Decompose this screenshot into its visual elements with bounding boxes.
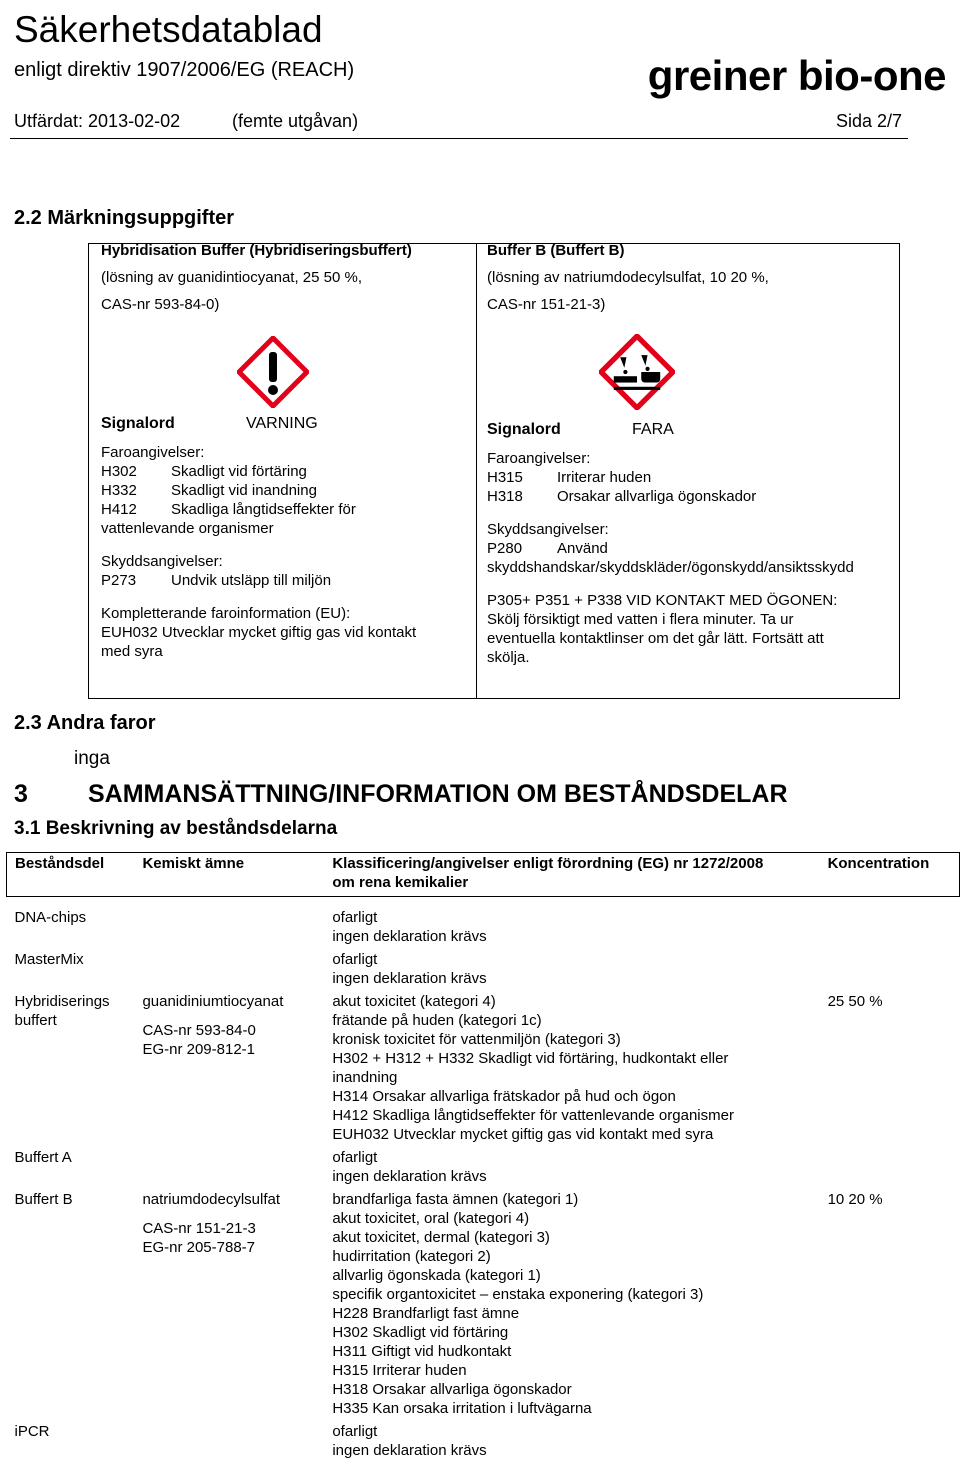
concentration-cell bbox=[820, 946, 960, 988]
table-row bbox=[7, 897, 960, 947]
company-logo: greiner bio-one bbox=[647, 52, 946, 99]
substance-cell: guanidiniumtiocyanat CAS-nr 593-84-0 EG-nr 209-812-1 bbox=[142, 993, 284, 1058]
left-product-cas: CAS-nr 593-84-0) bbox=[101, 296, 220, 313]
labelling-box bbox=[88, 243, 900, 699]
section-number: 3 bbox=[14, 780, 28, 808]
left-product-name: Hybridisation Buffer (Hybridiseringsbuffert) bbox=[101, 242, 412, 259]
signal-word: FARA bbox=[632, 421, 674, 438]
corrosion-icon bbox=[599, 334, 675, 410]
component-cell: Hybridiserings buffert bbox=[14, 993, 110, 1029]
left-signal-row bbox=[101, 414, 471, 433]
p305-statement: skölja. bbox=[487, 649, 530, 666]
right-label-text bbox=[487, 420, 892, 667]
precautionary-statements-title: Skyddsangivelser: bbox=[101, 553, 223, 570]
right-product-header bbox=[487, 237, 769, 318]
hazard-statement: H332 Skadligt vid inandning bbox=[101, 482, 317, 499]
signal-word-label: Signalord bbox=[487, 421, 561, 438]
concentration-cell bbox=[820, 1418, 960, 1460]
hazard-statement: H315 Irriterar huden bbox=[487, 469, 652, 486]
section-3-1-heading: 3.1 Beskrivning av beståndsdelarna bbox=[14, 818, 338, 839]
concentration-cell bbox=[820, 1144, 960, 1186]
precautionary-statements-title: Skyddsangivelser: bbox=[487, 521, 609, 538]
classification-cell: akut toxicitet (kategori 4) frätande på huden (kategori 1c) kronisk toxicitet för vattenmiljön (kategori 3) H302 + H312 + H332 Skadligt vid förtäring, hudkontakt eller inandning H314 Orsakar allvarliga frätskador på hud och ögon H412 Skadliga långtidseffekter för vattenlevande organismer EUH032 Utvecklar mycket giftig gas vid kontakt med syra bbox=[332, 993, 734, 1143]
precautionary-statement: P273 Undvik utsläpp till miljön bbox=[101, 572, 332, 589]
p305-statement: Skölj försiktigt med vatten i flera minuter. Ta ur bbox=[487, 611, 794, 628]
left-product-header bbox=[101, 237, 412, 318]
component-cell: Buffert A bbox=[14, 1149, 72, 1166]
component-cell: DNA-chips bbox=[14, 909, 87, 926]
substance-cell bbox=[134, 946, 324, 988]
header-divider bbox=[10, 138, 908, 139]
right-product-composition: (lösning av natriumdodecylsulfat, 10 20 %, bbox=[487, 269, 769, 286]
hazard-statements-title: Faroangivelser: bbox=[101, 444, 205, 461]
right-signal-row bbox=[487, 420, 892, 439]
table-row bbox=[7, 1418, 960, 1460]
substance-cell bbox=[134, 897, 324, 947]
concentration-cell: 25 50 % bbox=[827, 993, 883, 1010]
concentration-cell bbox=[820, 897, 960, 947]
classification-cell: ofarligt ingen deklaration krävs bbox=[332, 909, 487, 945]
hazard-statement: H318 Orsakar allvarliga ögonskador bbox=[487, 488, 757, 505]
supplemental-info: EUH032 Utvecklar mycket giftig gas vid kontakt bbox=[101, 624, 417, 641]
table-row bbox=[7, 1144, 960, 1186]
concentration-cell: 10 20 % bbox=[827, 1191, 883, 1208]
component-cell: iPCR bbox=[14, 1423, 50, 1440]
issue-date: Utfärdat: 2013-02-02 bbox=[14, 111, 181, 131]
component-cell: MasterMix bbox=[14, 951, 84, 968]
other-hazards-text: inga bbox=[74, 748, 110, 769]
column-header-concentration: Koncentration bbox=[820, 853, 960, 897]
classification-cell: ofarligt ingen deklaration krävs bbox=[332, 951, 487, 987]
table-row bbox=[7, 946, 960, 988]
section-2-3-heading: 2.3 Andra faror bbox=[14, 712, 156, 734]
column-header-substance: Kemiskt ämne bbox=[134, 853, 324, 897]
substance-cell: natriumdodecylsulfat CAS-nr 151-21-3 EG-nr 205-788-7 bbox=[142, 1191, 281, 1256]
p305-statement: P305+ P351 + P338 VID KONTAKT MED ÖGONEN: bbox=[487, 592, 838, 609]
column-header-component: Beståndsdel bbox=[7, 853, 135, 897]
column-divider bbox=[476, 244, 477, 698]
supplemental-info-title: Kompletterande faroinformation (EU): bbox=[101, 605, 351, 622]
hazard-statement-continuation: vattenlevande organismer bbox=[101, 520, 274, 537]
hazard-statement: H412 Skadliga långtidseffekter för bbox=[101, 501, 356, 518]
table-row bbox=[7, 1186, 960, 1418]
p305-statement: eventuella kontaktlinser om det går lätt. Fortsätt att bbox=[487, 630, 824, 647]
right-product-name: Buffer B (Buffert B) bbox=[487, 242, 625, 259]
precautionary-statement: P280 Använd bbox=[487, 540, 608, 557]
classification-cell: ofarligt ingen deklaration krävs bbox=[332, 1423, 487, 1459]
right-product-cas: CAS-nr 151-21-3) bbox=[487, 296, 606, 313]
substance-cell bbox=[134, 1144, 324, 1186]
section-2-2-heading: 2.2 Märkningsuppgifter bbox=[14, 207, 235, 229]
section-title: SAMMANSÄTTNING/INFORMATION OM BESTÅNDSDELAR bbox=[88, 780, 788, 808]
hazard-statement: H302 Skadligt vid förtäring bbox=[101, 463, 307, 480]
document-title: Säkerhetsdatablad bbox=[14, 9, 323, 50]
section-3-heading bbox=[14, 780, 788, 809]
hazard-statements-title: Faroangivelser: bbox=[487, 450, 591, 467]
classification-cell: brandfarliga fasta ämnen (kategori 1) akut toxicitet, oral (kategori 4) akut toxicitet, dermal (kategori 3) hudirritation (kategori 2) allvarlig ögonskada (kategori 1) specifik organtoxicitet – enstaka exponering (kategori 3) H228 Brandfarligt fast ämne H302 Skadligt vid förtäring H311 Giftigt vid hudkontakt H315 Irriterar huden H318 Orsakar allvarliga ögonskador H335 Kan orsaka irritation i luftvägarna bbox=[332, 1191, 704, 1417]
supplemental-info: med syra bbox=[101, 643, 163, 660]
table-row bbox=[7, 988, 960, 1144]
edition: (femte utgåvan) bbox=[232, 111, 359, 131]
left-label-text bbox=[101, 414, 471, 661]
signal-word-label: Signalord bbox=[101, 415, 175, 432]
component-cell: Buffert B bbox=[14, 1191, 73, 1208]
page-number: Sida 2/7 bbox=[835, 111, 902, 131]
composition-table bbox=[6, 852, 960, 1460]
document-subtitle: enligt direktiv 1907/2006/EG (REACH) bbox=[14, 59, 355, 81]
column-header-classification: Klassificering/angivelser enligt förordning (EG) nr 1272/2008 om rena kemikalier bbox=[324, 853, 819, 897]
signal-word: VARNING bbox=[246, 415, 318, 432]
precautionary-statement-continuation: skyddshandskar/skyddskläder/ögonskydd/ansiktsskydd bbox=[487, 559, 854, 576]
exclamation-mark-icon bbox=[237, 336, 309, 408]
classification-cell: ofarligt ingen deklaration krävs bbox=[332, 1149, 487, 1185]
substance-cell bbox=[134, 1418, 324, 1460]
left-product-composition: (lösning av guanidintiocyanat, 25 50 %, bbox=[101, 269, 363, 286]
table-header-row bbox=[7, 853, 960, 897]
